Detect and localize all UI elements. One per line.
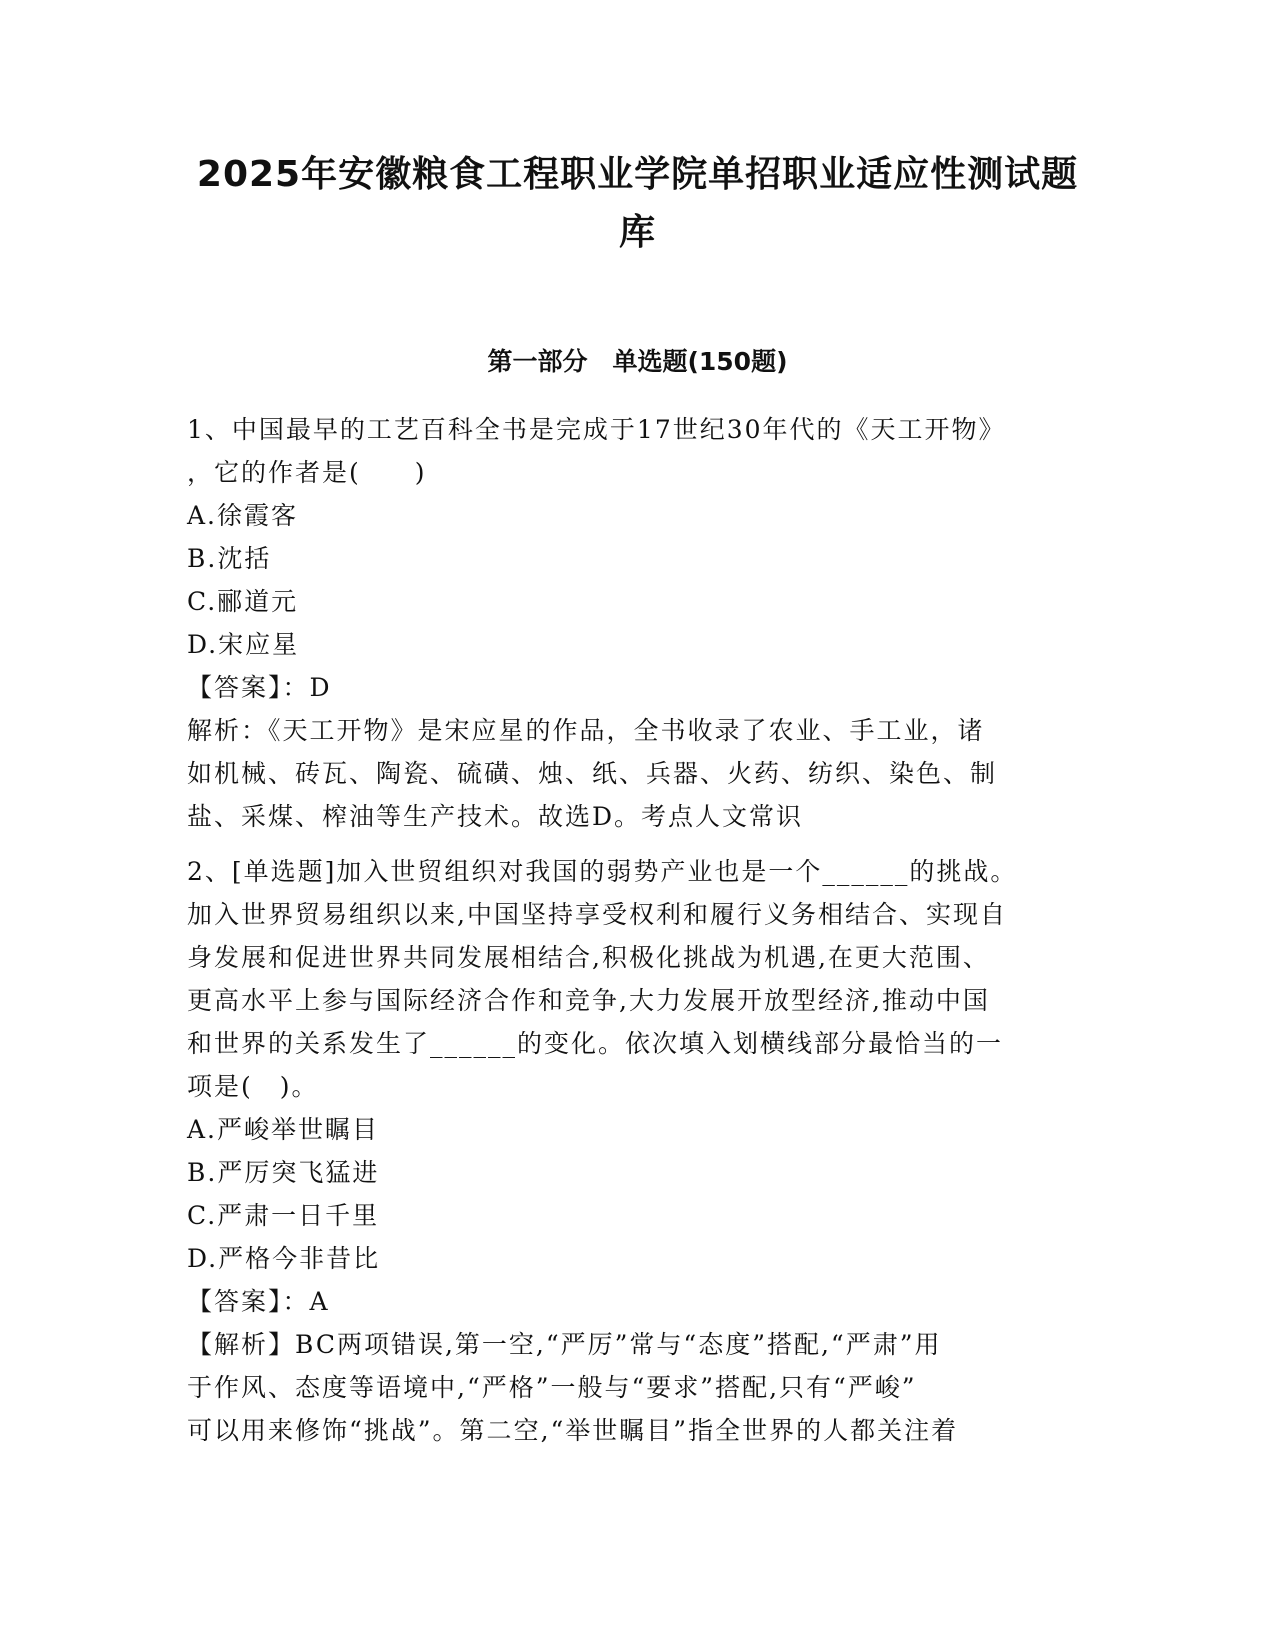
answer-line: 【答案】：A bbox=[187, 1287, 330, 1316]
option-a: A.徐霞客 bbox=[187, 501, 299, 530]
analysis-line: 如机械、砖瓦、陶瓷、硫磺、烛、纸、兵器、火药、纺织、染色、制 bbox=[187, 759, 998, 788]
option-b: B.沈括 bbox=[187, 544, 272, 573]
question-stem-line: ，它的作者是( ) bbox=[187, 458, 427, 487]
analysis-line: 【解析】BC两项错误,第一空,“严厉”常与“态度”搭配,“严肃”用 bbox=[187, 1330, 942, 1359]
question-1 bbox=[187, 408, 1087, 838]
answer-line: 【答案】：D bbox=[187, 673, 332, 702]
question-stem-line: 加入世界贸易组织以来,中国坚持享受权利和履行义务相结合、实现自 bbox=[187, 900, 1007, 929]
question-stem-line: 项是( )。 bbox=[187, 1072, 319, 1101]
section-title: 第一部分 单选题(150题) bbox=[487, 347, 788, 376]
analysis-line: 可以用来修饰“挑战”。第二空,“举世瞩目”指全世界的人都关注着 bbox=[187, 1416, 959, 1445]
analysis-line: 盐、采煤、榨油等生产技术。故选D。考点人文常识 bbox=[187, 802, 804, 831]
question-stem-line: 身发展和促进世界共同发展相结合,积极化挑战为机遇,在更大范围、 bbox=[187, 943, 990, 972]
analysis-line: 于作风、态度等语境中,“严格”一般与“要求”搭配,只有“严峻” bbox=[187, 1373, 917, 1402]
option-c: C.郦道元 bbox=[187, 587, 299, 616]
analysis-line: 解析：《天工开物》是宋应星的作品，全书收录了农业、手工业，诸 bbox=[187, 716, 985, 745]
question-stem-line: 和世界的关系发生了______的变化。依次填入划横线部分最恰当的一 bbox=[187, 1029, 1004, 1058]
document-title-line-1: 2025年安徽粮食工程职业学院单招职业适应性测试题 bbox=[196, 154, 1079, 195]
option-a: A.严峻举世瞩目 bbox=[187, 1115, 380, 1144]
question-stem-line: 1、中国最早的工艺百科全书是完成于17世纪30年代的《天工开物》 bbox=[187, 415, 1006, 444]
question-stem-line: 2、[单选题]加入世贸组织对我国的弱势产业也是一个______的挑战。 bbox=[187, 857, 1018, 886]
document-title bbox=[170, 146, 1105, 262]
option-b: B.严厉突飞猛进 bbox=[187, 1158, 380, 1187]
option-d: D.宋应星 bbox=[187, 630, 300, 659]
question-list bbox=[187, 408, 1087, 1452]
option-d: D.严格今非昔比 bbox=[187, 1244, 381, 1273]
question-stem-line: 更高水平上参与国际经济合作和竞争,大力发展开放型经济,推动中国 bbox=[187, 986, 990, 1015]
option-c: C.严肃一日千里 bbox=[187, 1201, 380, 1230]
document-title-line-2: 库 bbox=[618, 212, 656, 253]
question-2 bbox=[187, 850, 1087, 1452]
